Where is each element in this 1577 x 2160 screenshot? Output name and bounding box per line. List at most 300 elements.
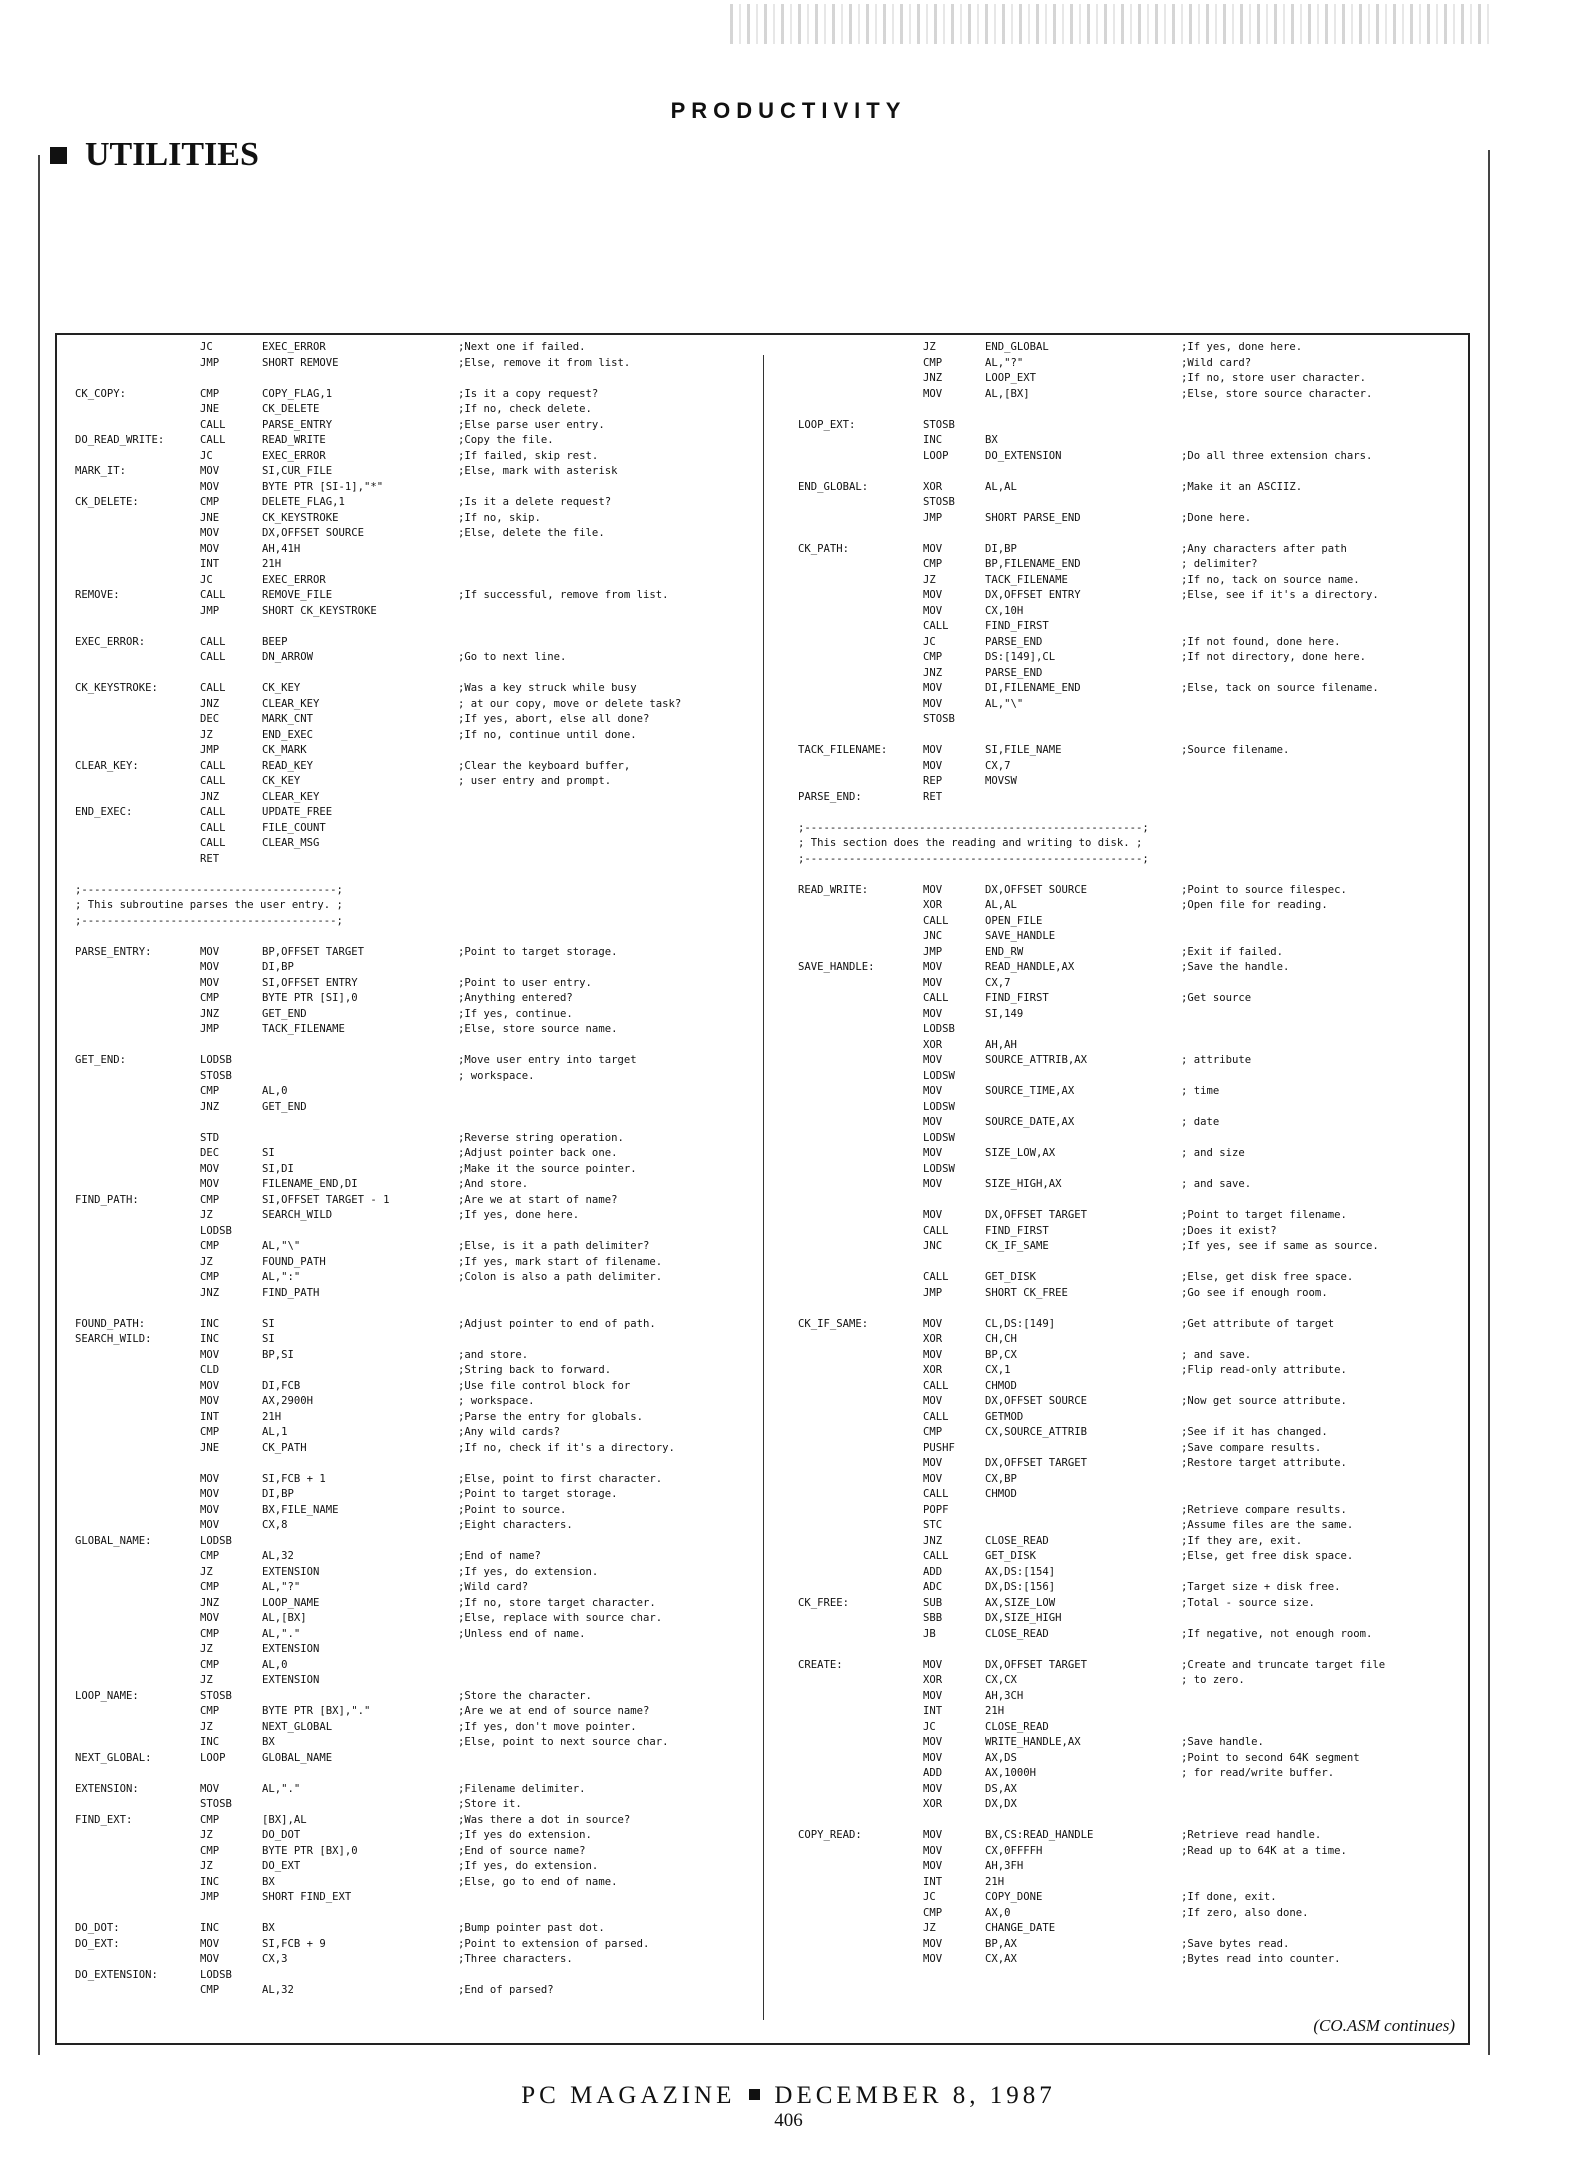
code-operand: SHORT CK_KEYSTROKE	[262, 604, 377, 617]
code-opcode: MOV	[923, 1147, 943, 1159]
code-comment: ;Wild card?	[1181, 356, 1252, 369]
code-operand: SIZE_HIGH,AX	[985, 1178, 1062, 1190]
code-operand: COPY_FLAG,1	[262, 387, 333, 400]
code-opcode: JNE	[200, 1441, 220, 1454]
code-operand: BYTE PTR [BX],"."	[262, 1705, 371, 1717]
code-opcode: MOV	[200, 961, 220, 973]
code-opcode: JNZ	[923, 1534, 943, 1547]
code-operand: SOURCE_TIME,AX	[985, 1085, 1075, 1097]
page-footer	[0, 2082, 1577, 2110]
code-label: SAVE_HANDLE:	[798, 961, 875, 973]
code-opcode: MOV	[200, 465, 220, 477]
code-comment: ;Else, tack on source filename.	[1181, 682, 1379, 694]
code-comment: ;Point to extension of parsed.	[458, 1937, 650, 1950]
code-comment: ;String back to forward.	[458, 1364, 612, 1376]
code-comment: ;Use file control block for	[458, 1379, 631, 1392]
code-operand: DX,OFFSET SOURCE	[262, 527, 365, 539]
code-opcode: LOOP	[923, 449, 949, 462]
code-comment: ;Save the handle.	[1181, 961, 1290, 973]
code-comment: ;Next one if failed.	[458, 341, 586, 353]
code-comment: ; time	[1181, 1085, 1220, 1097]
code-comment: ;Open file for reading.	[1181, 899, 1328, 911]
code-operand: AL,"."	[262, 1782, 301, 1795]
code-comment: ;Unless end of name.	[458, 1627, 586, 1640]
code-operand: 21H	[262, 558, 282, 570]
code-opcode: INT	[200, 1410, 220, 1423]
code-comment: ;If no, continue until done.	[458, 728, 637, 741]
code-opcode: INC	[200, 1333, 220, 1345]
code-comment: ;Read up to 64K at a time.	[1181, 1844, 1347, 1857]
magazine-name: PC MAGAZINE	[521, 2082, 736, 2109]
code-operand: BYTE PTR [SI-1],"*"	[262, 480, 384, 493]
code-label: END_GLOBAL:	[798, 480, 869, 493]
code-opcode: SBB	[923, 1612, 943, 1624]
code-opcode: JNZ	[200, 1596, 220, 1609]
code-opcode: JNZ	[200, 697, 220, 710]
code-comment: ;Does it exist?	[1181, 1224, 1277, 1237]
code-opcode: JC	[200, 573, 213, 586]
code-comment: ;Save bytes read.	[1181, 1937, 1290, 1950]
code-comment: ;Else, go to end of name.	[458, 1875, 618, 1888]
code-operand: END_GLOBAL	[985, 341, 1049, 353]
code-operand: CHMOD	[985, 1488, 1017, 1500]
code-opcode: LODSB	[200, 1968, 232, 1981]
code-opcode: STD	[200, 1131, 220, 1144]
code-operand: DX,OFFSET SOURCE	[985, 1395, 1088, 1407]
code-opcode: MOV	[200, 1472, 220, 1485]
code-opcode: DEC	[200, 1147, 220, 1159]
code-label: ;-----------------------------------------------------;	[798, 852, 1149, 865]
code-operand: CX,0FFFFH	[985, 1844, 1043, 1857]
code-opcode: CMP	[200, 1627, 220, 1640]
code-opcode: CMP	[200, 1193, 220, 1206]
code-operand: AL,"?"	[262, 1581, 301, 1593]
code-operand: DX,DS:[156]	[985, 1581, 1056, 1593]
code-operand: AL,"\"	[262, 1240, 301, 1252]
code-opcode: INC	[200, 1922, 220, 1934]
code-operand: DI,BP	[985, 542, 1017, 555]
code-label: ; This section does the reading and writing to disk. ;	[798, 837, 1143, 849]
code-comment: ;Eight characters.	[458, 1519, 573, 1531]
code-operand: CX,8	[262, 1519, 288, 1531]
code-operand: TACK_FILENAME	[985, 573, 1068, 586]
code-opcode: CALL	[923, 914, 949, 927]
code-operand: PARSE_END	[985, 666, 1043, 679]
code-opcode: JC	[200, 449, 213, 462]
code-opcode: MOV	[923, 759, 943, 772]
code-comment: ;Was there a dot in source?	[458, 1813, 631, 1826]
code-operand: GETMOD	[985, 1410, 1024, 1423]
code-operand: CK_IF_SAME	[985, 1240, 1049, 1252]
right-page-rule	[1488, 150, 1490, 2055]
code-operand: SAVE_HANDLE	[985, 930, 1056, 942]
code-comment: ;Save handle.	[1181, 1736, 1264, 1748]
code-comment: ;If they are, exit.	[1181, 1534, 1303, 1547]
code-operand: GET_END	[262, 1100, 307, 1113]
code-comment: ;If yes, don't move pointer.	[458, 1720, 637, 1733]
code-label: PARSE_END:	[798, 790, 862, 803]
code-opcode: MOV	[923, 1937, 943, 1950]
code-comment: ;Else, see if it's a directory.	[1181, 589, 1379, 601]
code-comment: ;End of name?	[458, 1550, 541, 1562]
code-opcode: XOR	[923, 1674, 943, 1686]
code-comment: ;If yes, abort, else all done?	[458, 713, 650, 725]
code-operand: AL,"."	[262, 1627, 301, 1640]
code-opcode: MOV	[923, 682, 943, 694]
code-opcode: CALL	[923, 620, 949, 632]
code-opcode: MOV	[923, 604, 943, 617]
code-opcode: CALL	[923, 992, 949, 1004]
code-opcode: MOV	[923, 1844, 943, 1857]
code-operand: 21H	[985, 1875, 1005, 1888]
code-comment: ;If no, store target character.	[458, 1596, 656, 1609]
code-opcode: CALL	[923, 1488, 949, 1500]
code-operand: AX,1000H	[985, 1767, 1037, 1779]
code-comment: ;Else parse user entry.	[458, 418, 605, 431]
code-comment: ;If done, exit.	[1181, 1891, 1277, 1903]
code-label: DO_READ_WRITE:	[75, 434, 165, 446]
code-label: CK_KEYSTROKE:	[75, 682, 158, 694]
code-comment: ;Are we at start of name?	[458, 1193, 618, 1206]
code-comment: ;Now get source attribute.	[1181, 1395, 1347, 1407]
code-opcode: MOV	[923, 1054, 943, 1066]
code-comment: ;Else, mark with asterisk	[458, 465, 618, 477]
code-operand: SIZE_LOW,AX	[985, 1147, 1056, 1159]
code-opcode: MOV	[923, 387, 943, 400]
code-operand: REMOVE_FILE	[262, 589, 333, 601]
code-operand: GET_DISK	[985, 1271, 1037, 1283]
code-opcode: STC	[923, 1519, 943, 1531]
code-operand: AX,2900H	[262, 1395, 314, 1407]
code-operand: SHORT REMOVE	[262, 356, 339, 369]
code-opcode: CMP	[200, 1581, 220, 1593]
code-opcode: ADD	[923, 1767, 943, 1779]
code-opcode: CMP	[200, 1984, 220, 1996]
code-comment: ;If not directory, done here.	[1181, 651, 1366, 663]
code-operand: FOUND_PATH	[262, 1255, 326, 1268]
code-operand: DX,OFFSET ENTRY	[985, 589, 1081, 601]
code-opcode: CALL	[200, 651, 226, 663]
code-opcode: CALL	[200, 434, 226, 446]
code-comment: ;Are we at end of source name?	[458, 1705, 650, 1717]
code-opcode: CMP	[200, 1426, 220, 1438]
code-opcode: MOV	[923, 1782, 943, 1795]
code-operand: CHMOD	[985, 1379, 1017, 1392]
code-opcode: INT	[923, 1705, 943, 1717]
continues-note: (CO.ASM continues)	[1313, 2016, 1455, 2035]
code-label: DO_EXT:	[75, 1937, 120, 1950]
code-operand: DO_EXT	[262, 1860, 301, 1872]
code-operand: DI,FILENAME_END	[985, 682, 1081, 694]
code-comment: ;Create and truncate target file	[1181, 1658, 1386, 1671]
code-label: LOOP_EXT:	[798, 418, 856, 431]
code-operand: SI,FCB + 1	[262, 1472, 326, 1485]
code-comment: ;Three characters.	[458, 1953, 573, 1965]
code-operand: BX	[985, 434, 998, 446]
code-operand: FIND_FIRST	[985, 1224, 1049, 1237]
code-opcode: JNE	[200, 403, 220, 415]
code-operand: DX,OFFSET TARGET	[985, 1658, 1088, 1671]
code-operand: DX,OFFSET TARGET	[985, 1457, 1088, 1469]
code-comment: ;Source filename.	[1181, 744, 1290, 756]
code-opcode: LODSB	[200, 1054, 232, 1066]
code-operand: BX,FILE_NAME	[262, 1503, 339, 1516]
code-operand: GET_END	[262, 1007, 307, 1020]
code-operand: READ_KEY	[262, 759, 314, 772]
code-opcode: DEC	[200, 713, 220, 725]
code-operand: AH,AH	[985, 1038, 1017, 1051]
code-comment: ;If no, skip.	[458, 511, 541, 524]
code-label: DO_DOT:	[75, 1922, 120, 1934]
code-operand: BX,CS:READ_HANDLE	[985, 1829, 1094, 1841]
code-comment: ;If no, tack on source name.	[1181, 573, 1360, 586]
code-label: CREATE:	[798, 1658, 843, 1671]
code-opcode: MOV	[200, 976, 220, 989]
code-opcode: CALL	[200, 418, 226, 431]
code-comment: ;Retrieve compare results.	[1181, 1503, 1347, 1516]
code-opcode: ADD	[923, 1565, 943, 1578]
code-label: FOUND_PATH:	[75, 1317, 146, 1330]
code-operand: BP,FILENAME_END	[985, 558, 1081, 570]
code-opcode: INC	[200, 1875, 220, 1888]
code-comment: ;Store the character.	[458, 1689, 592, 1702]
code-comment: ;End of source name?	[458, 1844, 586, 1857]
code-operand: CK_MARK	[262, 744, 307, 756]
code-operand: BP,SI	[262, 1348, 294, 1361]
code-comment: ;If failed, skip rest.	[458, 449, 599, 462]
code-opcode: JMP	[923, 945, 943, 958]
code-comment: ;Point to source filespec.	[1181, 883, 1347, 896]
code-operand: OPEN_FILE	[985, 914, 1043, 927]
code-operand: AH,3CH	[985, 1689, 1024, 1702]
code-opcode: MOV	[200, 1379, 220, 1392]
code-comment: ;Store it.	[458, 1798, 522, 1810]
code-opcode: CMP	[200, 1658, 220, 1671]
code-operand: CLEAR_KEY	[262, 697, 320, 710]
code-label: NEXT_GLOBAL:	[75, 1751, 152, 1764]
issue-date: DECEMBER 8, 1987	[774, 2082, 1056, 2109]
code-comment: ;Was a key struck while busy	[458, 682, 637, 694]
code-opcode: JNZ	[923, 666, 943, 679]
code-opcode: XOR	[923, 1038, 943, 1051]
code-label: ;----------------------------------------;	[75, 914, 343, 927]
code-opcode: XOR	[923, 1364, 943, 1376]
code-opcode: LODSW	[923, 1131, 955, 1144]
code-operand: CK_KEYSTROKE	[262, 511, 339, 524]
code-opcode: MOV	[923, 1178, 943, 1190]
code-opcode: MOV	[200, 480, 220, 493]
code-opcode: MOV	[923, 1472, 943, 1485]
code-label: ;-----------------------------------------------------;	[798, 821, 1149, 834]
code-comment: ;Else, point to first character.	[458, 1472, 663, 1485]
code-comment: ;Total - source size.	[1181, 1596, 1315, 1609]
code-operand: END_EXEC	[262, 728, 314, 741]
code-comment: ;If yes, see if same as source.	[1181, 1240, 1379, 1252]
code-operand: AL,[BX]	[985, 387, 1030, 400]
code-opcode: JNZ	[200, 1007, 220, 1020]
left-page-rule	[38, 155, 40, 2055]
code-opcode: MOV	[923, 1209, 943, 1221]
code-opcode: MOV	[200, 1937, 220, 1950]
code-opcode: MOV	[200, 1162, 220, 1175]
code-comment: ;If zero, also done.	[1181, 1906, 1309, 1919]
code-operand: FIND_FIRST	[985, 992, 1049, 1004]
code-operand: CX,7	[985, 759, 1011, 772]
code-operand: CX,3	[262, 1953, 288, 1965]
code-operand: SI,FILE_NAME	[985, 744, 1062, 756]
code-opcode: CMP	[200, 1240, 220, 1252]
code-opcode: JNE	[200, 511, 220, 524]
code-opcode: MOV	[200, 542, 220, 555]
code-comment: ;Get source	[1181, 992, 1252, 1004]
code-operand: SHORT CK_FREE	[985, 1286, 1068, 1299]
code-label: ;----------------------------------------;	[75, 883, 343, 896]
code-operand: CX,SOURCE_ATTRIB	[985, 1426, 1088, 1438]
code-opcode: JNZ	[200, 1100, 220, 1113]
code-opcode: MOV	[200, 1953, 220, 1965]
code-opcode: MOV	[923, 697, 943, 710]
code-opcode: CMP	[923, 1426, 943, 1438]
code-label: COPY_READ:	[798, 1829, 862, 1841]
code-label: SEARCH_WILD:	[75, 1333, 152, 1345]
code-comment: ;Else, point to next source char.	[458, 1736, 669, 1748]
code-opcode: CALL	[923, 1224, 949, 1237]
code-comment: ;Flip read-only attribute.	[1181, 1364, 1347, 1376]
section-label: PRODUCTIVITY	[670, 98, 907, 123]
code-opcode: CALL	[200, 759, 226, 772]
code-operand: SI	[262, 1147, 275, 1159]
code-opcode: LODSW	[923, 1162, 955, 1175]
code-opcode: CALL	[200, 635, 226, 648]
code-opcode: MOV	[923, 589, 943, 601]
code-opcode: INC	[200, 1317, 220, 1330]
code-opcode: XOR	[923, 1333, 943, 1345]
code-operand: AL,":"	[262, 1271, 301, 1283]
code-operand: WRITE_HANDLE,AX	[985, 1736, 1081, 1748]
code-opcode: ADC	[923, 1581, 943, 1593]
code-operand: 21H	[262, 1410, 282, 1423]
code-operand: BP,AX	[985, 1937, 1017, 1950]
code-operand: SI,DI	[262, 1162, 294, 1175]
code-opcode: JC	[923, 635, 936, 648]
code-operand: SI,FCB + 9	[262, 1937, 326, 1950]
code-operand: AL,AL	[985, 480, 1017, 493]
code-opcode: MOV	[200, 527, 220, 539]
code-label: ; This subroutine parses the user entry. ;	[75, 899, 343, 911]
code-comment: ;If yes, continue.	[458, 1007, 573, 1020]
code-comment: ;Else, get free disk space.	[1181, 1550, 1354, 1562]
code-operand: AX,0	[985, 1906, 1011, 1919]
code-label: CK_DELETE:	[75, 496, 139, 508]
code-comment: ;If yes do extension.	[458, 1829, 592, 1841]
code-opcode: CALL	[200, 682, 226, 694]
code-comment: ;Is it a delete request?	[458, 496, 612, 508]
code-operand: CX,10H	[985, 604, 1024, 617]
code-operand: LOOP_NAME	[262, 1596, 320, 1609]
code-comment: ;Adjust pointer back one.	[458, 1147, 618, 1159]
code-comment: ;And store.	[458, 1178, 529, 1190]
code-opcode: CMP	[923, 558, 943, 570]
code-comment: ;Colon is also a path delimiter.	[458, 1271, 663, 1283]
square-bullet-icon	[50, 147, 67, 164]
code-label: CK_FREE:	[798, 1596, 850, 1609]
code-opcode: MOV	[200, 1178, 220, 1190]
code-label: FIND_EXT:	[75, 1813, 133, 1826]
code-comment: ;If no, check if it's a directory.	[458, 1441, 675, 1454]
code-opcode: MOV	[200, 1488, 220, 1500]
code-comment: ; attribute	[1181, 1054, 1252, 1066]
code-opcode: CALL	[200, 821, 226, 834]
code-opcode: MOV	[923, 1751, 943, 1764]
code-opcode: CMP	[200, 992, 220, 1004]
code-operand: SOURCE_ATTRIB,AX	[985, 1054, 1088, 1066]
code-operand: END_RW	[985, 945, 1024, 958]
code-opcode: STOSB	[200, 1689, 232, 1702]
code-comment: ;Point to target storage.	[458, 1488, 618, 1500]
code-operand: AL,32	[262, 1984, 294, 1996]
code-comment: ; workspace.	[458, 1395, 535, 1407]
code-opcode: CMP	[200, 387, 220, 400]
code-opcode: JZ	[923, 341, 936, 353]
code-operand: CK_KEY	[262, 775, 301, 787]
code-operand: COPY_DONE	[985, 1891, 1043, 1903]
code-comment: ;Is it a copy request?	[458, 387, 599, 400]
code-opcode: JZ	[200, 1643, 213, 1655]
code-operand: EXEC_ERROR	[262, 449, 326, 462]
code-comment: ;Point to target storage.	[458, 945, 618, 958]
code-operand: MOVSW	[985, 775, 1017, 787]
code-operand: SEARCH_WILD	[262, 1209, 333, 1221]
code-comment: ;Else, get disk free space.	[1181, 1271, 1354, 1283]
code-opcode: JMP	[200, 744, 220, 756]
code-operand: BYTE PTR [SI],0	[262, 992, 358, 1004]
code-opcode: XOR	[923, 899, 943, 911]
code-operand: DX,SIZE_HIGH	[985, 1612, 1062, 1624]
code-operand: CX,1	[985, 1364, 1011, 1376]
code-opcode: JMP	[200, 356, 220, 369]
code-operand: BX	[262, 1875, 275, 1888]
code-operand: AL,32	[262, 1550, 294, 1562]
code-comment: ;If yes, mark start of filename.	[458, 1255, 663, 1268]
code-opcode: MOV	[200, 1519, 220, 1531]
code-opcode: JZ	[200, 728, 213, 741]
code-comment: ; date	[1181, 1116, 1220, 1128]
code-opcode: JZ	[200, 1209, 213, 1221]
code-opcode: MOV	[923, 1116, 943, 1128]
code-operand: BP,OFFSET TARGET	[262, 945, 365, 958]
code-operand: 21H	[985, 1705, 1005, 1717]
code-comment: ;Get attribute of target	[1181, 1317, 1335, 1330]
code-operand: FIND_PATH	[262, 1286, 320, 1299]
code-opcode: JNZ	[200, 1286, 220, 1299]
code-comment: ;If yes, done here.	[458, 1209, 580, 1221]
code-opcode: INC	[923, 434, 943, 446]
code-operand: DS,AX	[985, 1782, 1017, 1795]
code-operand: BX	[262, 1922, 275, 1934]
code-comment: ;If successful, remove from list.	[458, 589, 669, 601]
code-opcode: MOV	[923, 1829, 943, 1841]
code-operand: BEEP	[262, 635, 288, 648]
code-opcode: MOV	[923, 976, 943, 989]
code-comment: ;If yes, do extension.	[458, 1565, 599, 1578]
code-operand: AL,0	[262, 1658, 288, 1671]
code-opcode: XOR	[923, 480, 943, 493]
code-opcode: JZ	[923, 573, 936, 586]
code-operand: SI,149	[985, 1007, 1024, 1020]
code-comment: ;If yes, done here.	[1181, 341, 1303, 353]
code-label: GLOBAL_NAME:	[75, 1534, 152, 1547]
code-operand: AL,1	[262, 1426, 288, 1438]
